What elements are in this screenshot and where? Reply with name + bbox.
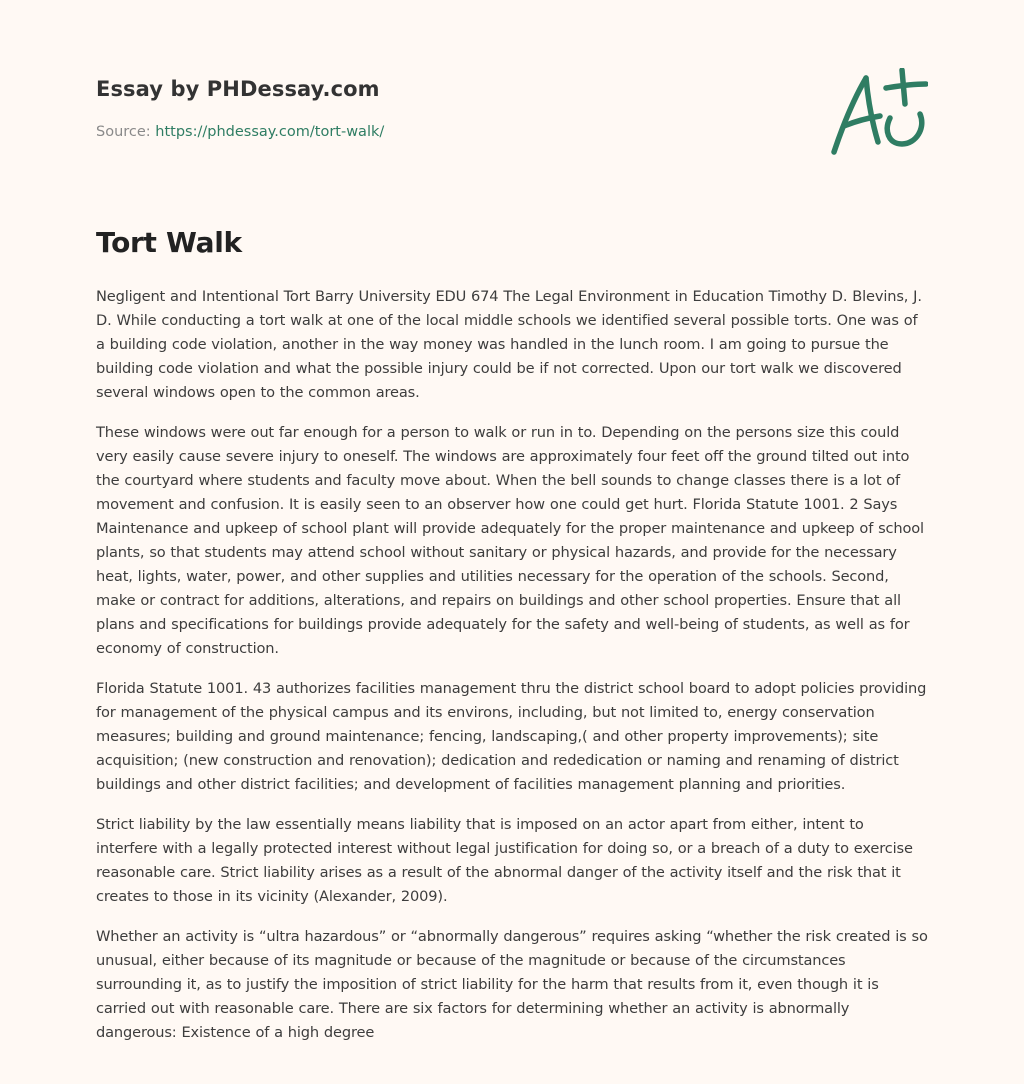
essay-paragraph: Strict liability by the law essentially means liability that is imposed on an actor apart from either, intent to interfere with a legally protected interest without legal justification for doing so, or a breach of a duty to exercise reasonable care. Strict liability arises as a result of the abnormal danger of the activity itself and the risk that it creates to those in its vicinity (Alexander, 2009).: [96, 816, 913, 905]
essay-paragraph: These windows were out far enough for a person to walk or run in to. Depending on the persons size this could very easily cause severe injury to oneself. The windows are approximately four feet off the ground tilted out into the courtyard where students and faculty move about. When the bell sounds to change classes there is a lot of movement and confusion. It is easily seen to an observer how one could get hurt. Florida Statute 1001. 2 Says Maintenance and upkeep of school plant will provide adequately for the proper maintenance and upkeep of school plants, so that students may attend school without sanitary or physical hazards, and provide for the necessary heat, lights, water, power, and other supplies and utilities necessary for the operation of the schools. Second, make or contract for additions, alterations, and repairs on buildings and other school properties. Ensure that all plans and specifications for buildings provide adequately for the safety and well-being of students, as well as for economy of construction.: [96, 424, 924, 657]
essay-header: [96, 72, 928, 172]
essay-paragraph: Negligent and Intentional Tort Barry University EDU 674 The Legal Environment in Education Timothy D. Blevins, J. D. While conducting a tort walk at one of the local middle schools we identified several possible torts. One was of a building code violation, another in the way money was handled in the lunch room. I am going to pursue the building code violation and what the possible injury could be if not corrected. Upon our tort walk we discovered several windows open to the common areas.: [96, 288, 922, 401]
essay-paragraph: Whether an activity is “ultra hazardous” or “abnormally dangerous” requires asking “whether the risk created is so unusual, either because of its magnitude or because of the magnitude or because of the circumstances surrounding it, as to justify the imposition of strict liability for the harm that results from it, even though it is carried out with reasonable care. There are six factors for determining whether an activity is abnormally dangerous: Existence of a high degree: [96, 928, 928, 1041]
source-link[interactable]: https://phdessay.com/tort-walk/: [155, 124, 385, 140]
essay-title: Tort Walk: [96, 226, 242, 259]
essay-body: [96, 285, 928, 1061]
essay-paragraph: Florida Statute 1001. 43 authorizes facilities management thru the district school board to adopt policies providing for management of the physical campus and its environs, including, but not limited to, energy conservation measures; building and ground maintenance; fencing, landscaping,( and other property improvements); site acquisition; (new construction and renovation); dedication and rededication or naming and renaming of district buildings and other district facilities; and development of facilities management planning and priorities.: [96, 680, 927, 793]
source-label: Source:: [96, 124, 156, 140]
source-line: [96, 124, 384, 140]
brand-title: Essay by PHDessay.com: [96, 77, 380, 101]
a-plus-logo-icon: [828, 68, 928, 164]
